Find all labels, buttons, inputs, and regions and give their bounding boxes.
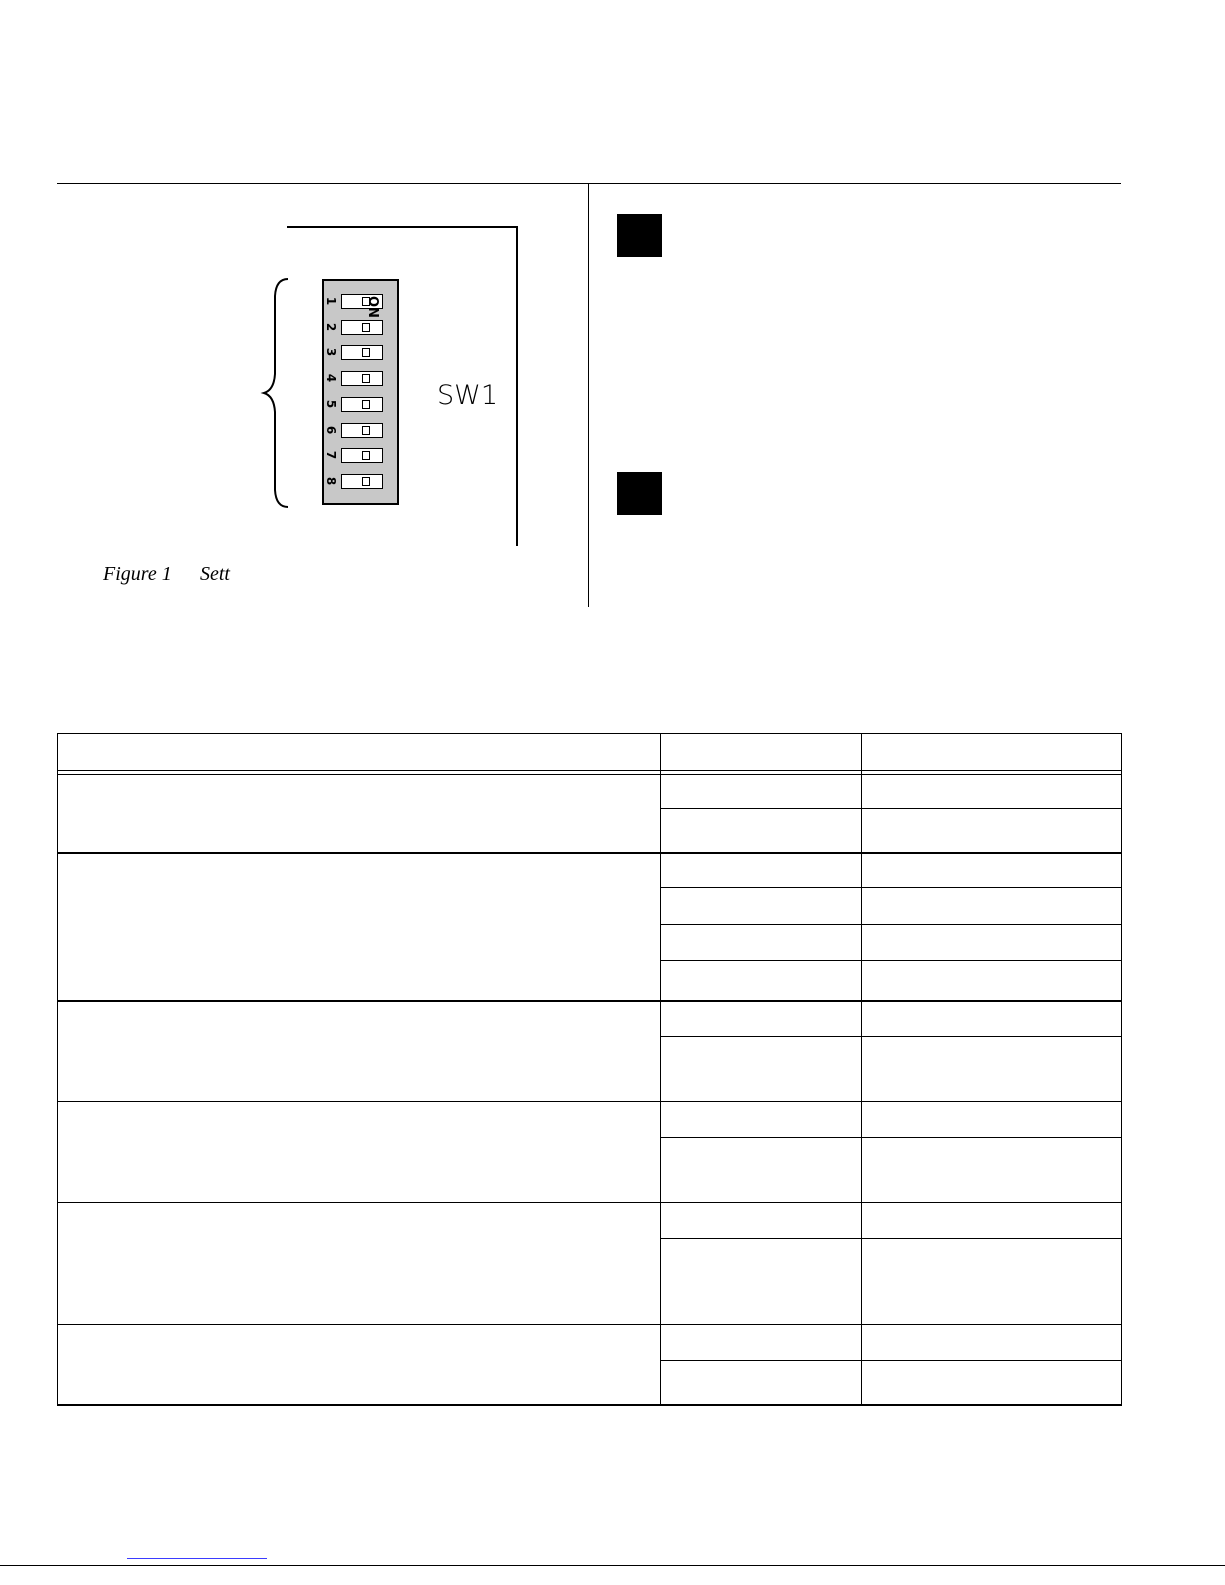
switch-number-1: 1 (324, 296, 338, 306)
switch-knob-8 (362, 477, 370, 486)
switch-number-3: 3 (324, 348, 338, 357)
board-outline-right (516, 226, 518, 546)
setting-cell (660, 960, 861, 968)
setting-cell (660, 887, 861, 895)
footer-rule (0, 1565, 1225, 1566)
switch-number-7: 7 (324, 451, 338, 460)
description-cell (861, 1202, 1121, 1210)
switch-toggle-6[interactable] (341, 423, 383, 438)
switch-knob-3 (362, 348, 370, 357)
switch-number-4: 4 (324, 373, 338, 383)
switch-toggle-4[interactable] (341, 371, 383, 386)
setting-cell (660, 1036, 861, 1044)
description-cell (861, 1137, 1121, 1145)
group-label (57, 1202, 660, 1210)
group-label (57, 1101, 660, 1109)
setting-cell (660, 1324, 861, 1332)
setting-cell (660, 808, 861, 816)
switch-toggle-7[interactable] (341, 448, 383, 463)
description-cell (861, 1036, 1121, 1044)
table-border-left (57, 733, 58, 1404)
footer-link-underline[interactable] (127, 1558, 267, 1559)
step-marker-2 (617, 472, 662, 515)
on-label: ON (365, 296, 380, 318)
figure-caption-text: Sett (200, 563, 230, 585)
column-divider (588, 183, 589, 607)
description-cell (861, 1360, 1121, 1368)
settings-table (57, 733, 1121, 1404)
switch-toggle-3[interactable] (341, 345, 383, 360)
setting-cell (660, 1101, 861, 1109)
brace-icon (258, 276, 292, 510)
description-cell (861, 1238, 1121, 1246)
switch-toggle-5[interactable] (341, 397, 383, 412)
header-rule-a (57, 770, 1121, 771)
figure-caption-number: Figure 1 (103, 563, 172, 585)
setting-cell (660, 1238, 861, 1246)
table-col-sep-2 (861, 733, 862, 1404)
table-border-top (57, 733, 1121, 734)
group-label (57, 1000, 660, 1008)
description-cell (861, 1101, 1121, 1109)
description-cell (861, 924, 1121, 932)
group-label (57, 774, 660, 782)
board-outline-top (287, 226, 517, 228)
group-label (57, 1324, 660, 1332)
switch-number-5: 5 (324, 399, 338, 408)
table-border-bottom (57, 1404, 1122, 1406)
description-cell (861, 1324, 1121, 1332)
switch-number-2: 2 (324, 322, 338, 331)
description-cell (861, 774, 1121, 782)
dip-switch-body (322, 279, 399, 505)
switch-number-6: 6 (324, 425, 338, 434)
table-border-right (1121, 733, 1122, 1404)
switch-knob-2 (362, 323, 370, 332)
setting-cell (660, 1000, 861, 1008)
description-cell (861, 808, 1121, 816)
setting-cell (660, 1360, 861, 1368)
step-marker-1 (617, 214, 662, 257)
table-col-sep-1 (660, 733, 661, 1404)
setting-cell (660, 1137, 861, 1145)
switch-label: SW1 (437, 380, 499, 411)
switch-knob-5 (362, 400, 370, 409)
setting-cell (660, 1202, 861, 1210)
switch-toggle-2[interactable] (341, 320, 383, 335)
description-cell (861, 887, 1121, 895)
switch-number-8: 8 (324, 476, 338, 486)
switch-knob-6 (362, 426, 370, 435)
setting-cell (660, 774, 861, 782)
description-cell (861, 852, 1121, 860)
description-cell (861, 1000, 1121, 1008)
header-rule (57, 183, 1121, 184)
description-cell (861, 960, 1121, 968)
switch-knob-4 (362, 374, 370, 383)
group-label (57, 852, 660, 860)
switch-toggle-8[interactable] (341, 474, 383, 489)
setting-cell (660, 924, 861, 932)
switch-knob-7 (362, 451, 370, 460)
setting-cell (660, 852, 861, 860)
